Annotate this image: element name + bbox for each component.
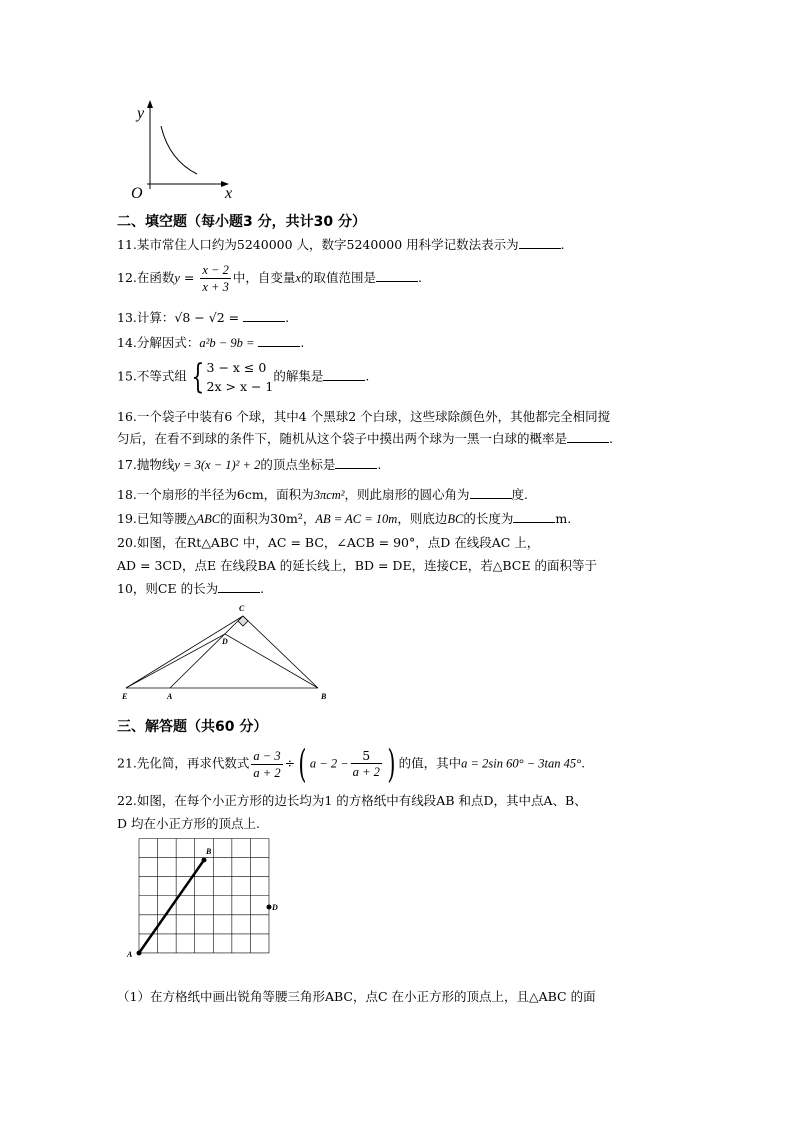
q22-line1: 22.如图，在每个小正方形的边长均为1 的方格纸中有线段AB 和点D，其中点A、B、 [117, 793, 587, 808]
point-B [202, 858, 207, 863]
q20-figure [118, 600, 338, 706]
q20-line3: 10，则CE 的长为 . [117, 581, 265, 596]
function-graph [125, 96, 245, 206]
q19-blank[interactable] [513, 510, 555, 523]
q13: 13.计算：√8 − √2 = . [117, 310, 290, 325]
label-A: A [167, 692, 173, 701]
point-A [137, 951, 142, 956]
label-D: D [272, 903, 278, 912]
q21: 21.先化简，再求代数式 $\frac{a - 3}{a + 2}$ ÷( a − 2 − $\frac{5}{a + 2}$ ) 的值，其中a = 2sin 60° − 3tan 45°. [117, 742, 586, 786]
q15-blank[interactable] [323, 368, 365, 381]
segment-AB [139, 860, 204, 953]
label-E: E [122, 692, 128, 701]
q12: 12.在函数y = $\frac{x - 2}{x + 3}$ 中，自变量x的取值范围是 . [117, 263, 422, 294]
q14: 14.分解因式：a²b − 9b = . [117, 335, 305, 350]
q11-blank[interactable] [519, 236, 561, 249]
q19: 19.已知等腰△ABC的面积为30m²，AB = AC = 10m，则底边BC的长度为 m. [117, 511, 572, 526]
origin-label: O [131, 185, 143, 202]
label-B: B [321, 692, 327, 701]
q16-line2: 匀后，在看不到球的条件下，随机从这个袋子中摸出两个球为一黑一白球的概率是 . [117, 431, 613, 446]
q22-sub1: （1）在方格纸中画出锐角等腰三角形ABC，点C 在小正方形的顶点上，且△ABC 的面 [117, 989, 596, 1004]
q20-blank[interactable] [218, 580, 260, 593]
q13-blank[interactable] [243, 309, 285, 322]
section3-title: 三、解答题（共60 分） [117, 719, 268, 735]
section2-title: 二、填空题（每小题3 分，共计30 分） [117, 214, 366, 230]
q12-blank[interactable] [376, 269, 418, 282]
label-D: D [222, 637, 228, 646]
q22-line2: D 均在小正方形的顶点上. [117, 816, 260, 831]
q22-grid [124, 836, 284, 968]
hyperbola-curve [161, 126, 197, 174]
label-C: C [239, 604, 245, 613]
q16-line1: 16.一个袋子中装有6 个球，其中4 个黑球2 个白球，这些球除颜色外，其他都完全相同搅 [117, 409, 611, 424]
q17: 17.抛物线y = 3(x − 1)² + 2的顶点坐标是 . [117, 457, 382, 472]
q18: 18.一个扇形的半径为6cm，面积为3πcm²，则此扇形的圆心角为 度. [117, 487, 529, 502]
label-B: B [206, 847, 212, 856]
q14-blank[interactable] [258, 334, 300, 347]
q15: 15.不等式组 { 3 − x ≤ 0 2x > x − 1 的解集是 . [117, 357, 370, 397]
x-label: x [225, 185, 233, 202]
y-arrow [147, 100, 153, 108]
y-label: y [137, 105, 145, 122]
q17-blank[interactable] [335, 456, 377, 469]
q18-blank[interactable] [470, 486, 512, 499]
q16-blank[interactable] [567, 430, 609, 443]
q11: 11.某市常住人口约为5240000 人，数字5240000 用科学记数法表示为 . [117, 237, 565, 252]
q20-line2: AD = 3CD，点E 在线段BA 的延长线上，BD = DE，连接CE，若△BCE 的面积等于 [117, 558, 597, 573]
label-A: A [127, 950, 133, 959]
q20-line1: 20.如图，在Rt△ABC 中，AC = BC，∠ACB = 90°，点D 在线段AC 上， [117, 535, 540, 550]
point-D [267, 905, 272, 910]
